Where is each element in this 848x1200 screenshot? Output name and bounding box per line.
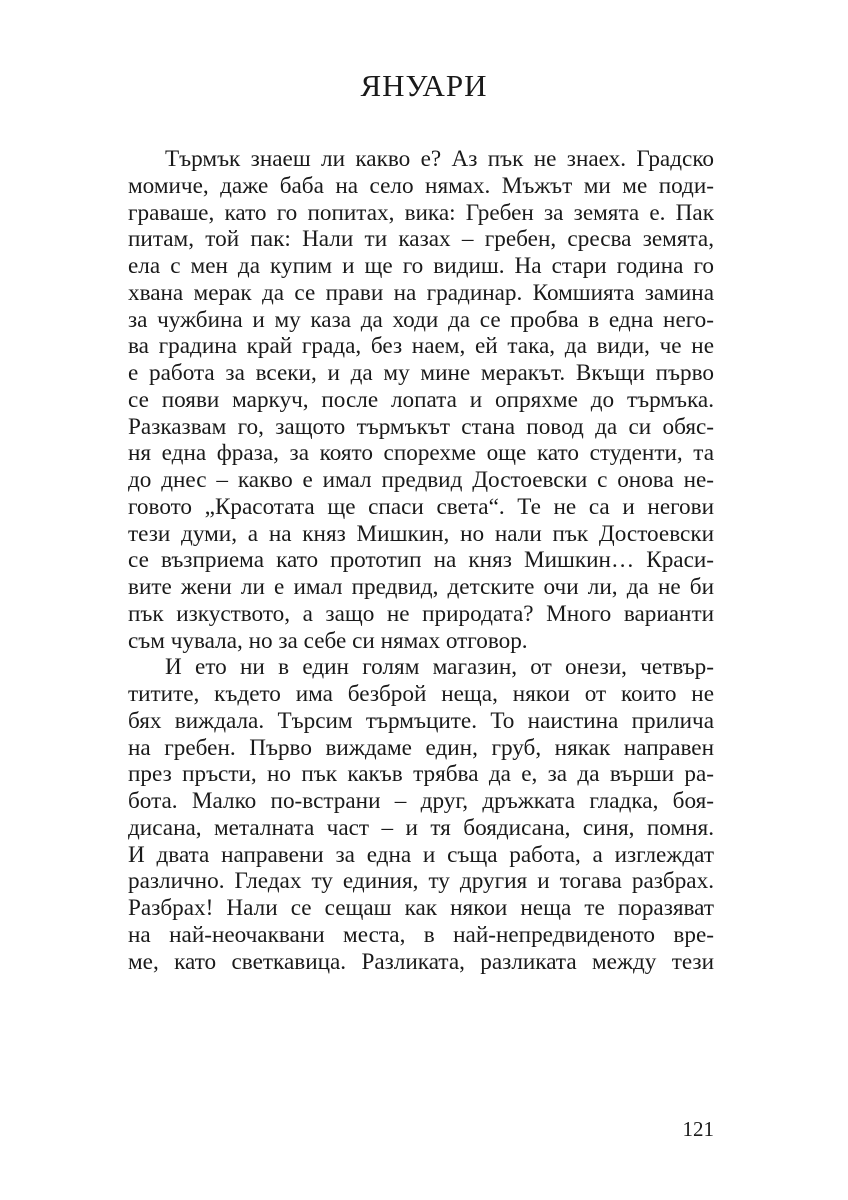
text-line: през пръсти, но пък какъв трябва да е, за да върши ра-: [128, 761, 714, 788]
chapter-title: ЯНУАРИ: [360, 68, 488, 103]
text-line: И двата направени за една и съща работа, а изглеждат: [128, 841, 714, 868]
text-line: пък изкуството, а защо не природата? Много варианти: [128, 600, 714, 627]
paragraph: [128, 146, 714, 654]
text-line: различно. Гледах ту единия, ту другия и тогава разбрах.: [128, 868, 714, 895]
body-text: [128, 146, 714, 975]
text-line: за чужбина и му каза да ходи да се пробва в една него-: [128, 306, 714, 333]
text-line: до днес – какво е имал предвид Достоевски с онова не-: [128, 467, 714, 493]
page-number: 121: [682, 1117, 714, 1141]
text-line: говото „Красотата ще спаси света“. Те не са и негови: [128, 493, 714, 520]
text-line: се появи маркуч, после лопата и опряхме до търмъка.: [128, 386, 714, 413]
text-line: граваше, като го попитах, вика: Гребен за земята е. Пак: [128, 199, 714, 226]
text-line: е работа за всеки, и да му мине меракът. Вкъщи първо: [128, 360, 714, 386]
text-line: съм чувала, но за себе си нямах отговор.: [128, 627, 528, 654]
text-line: на гребен. Първо виждаме един, груб, някак направен: [128, 734, 714, 761]
text-line: И ето ни в един голям магазин, от онези, четвър-: [165, 654, 714, 681]
text-line: на най-неочаквани места, в най-непредвиденото вре-: [128, 921, 714, 948]
text-line: бота. Малко по-встрани – друг, дръжката гладка, боя-: [128, 788, 714, 814]
paragraph: [128, 654, 714, 975]
text-line: ела с мен да купим и ще го видиш. На стари година го: [128, 253, 714, 279]
text-line: вите жени ли е имал предвид, детските очи ли, да не би: [128, 574, 714, 600]
text-line: тези думи, а на княз Мишкин, но нали пък Достоевски: [128, 520, 714, 547]
text-line: ня една фраза, за която спорехме още като студенти, та: [128, 440, 714, 467]
text-line: момиче, даже баба на село нямах. Мъжът ми ме поди-: [128, 172, 714, 199]
text-line: Търмък знаеш ли какво е? Аз пък не знаех. Градско: [165, 146, 714, 172]
text-line: бях виждала. Търсим търмъците. То наистина прилича: [128, 707, 714, 734]
text-line: ва градина край града, без наем, ей така, да види, че не: [128, 333, 714, 360]
text-line: титите, където има безброй неща, някои от които не: [128, 681, 714, 707]
text-line: се възприема като прототип на княз Мишкин… Краси-: [128, 547, 714, 574]
text-line: Разбрах! Нали се сещаш как някои неща те поразяват: [128, 895, 714, 921]
text-line: хвана мерак да се прави на градинар. Комшията замина: [128, 279, 714, 306]
text-line: ме, като светкавица. Разликата, разликата между тези: [128, 948, 714, 975]
text-line: питам, той пак: Нали ти казах – гребен, сресва земята,: [128, 226, 714, 253]
text-line: Разказвам го, защото търмъкът стана повод да си обяс-: [128, 413, 714, 440]
text-line: дисана, металната част – и тя боядисана, синя, помня.: [128, 814, 714, 841]
